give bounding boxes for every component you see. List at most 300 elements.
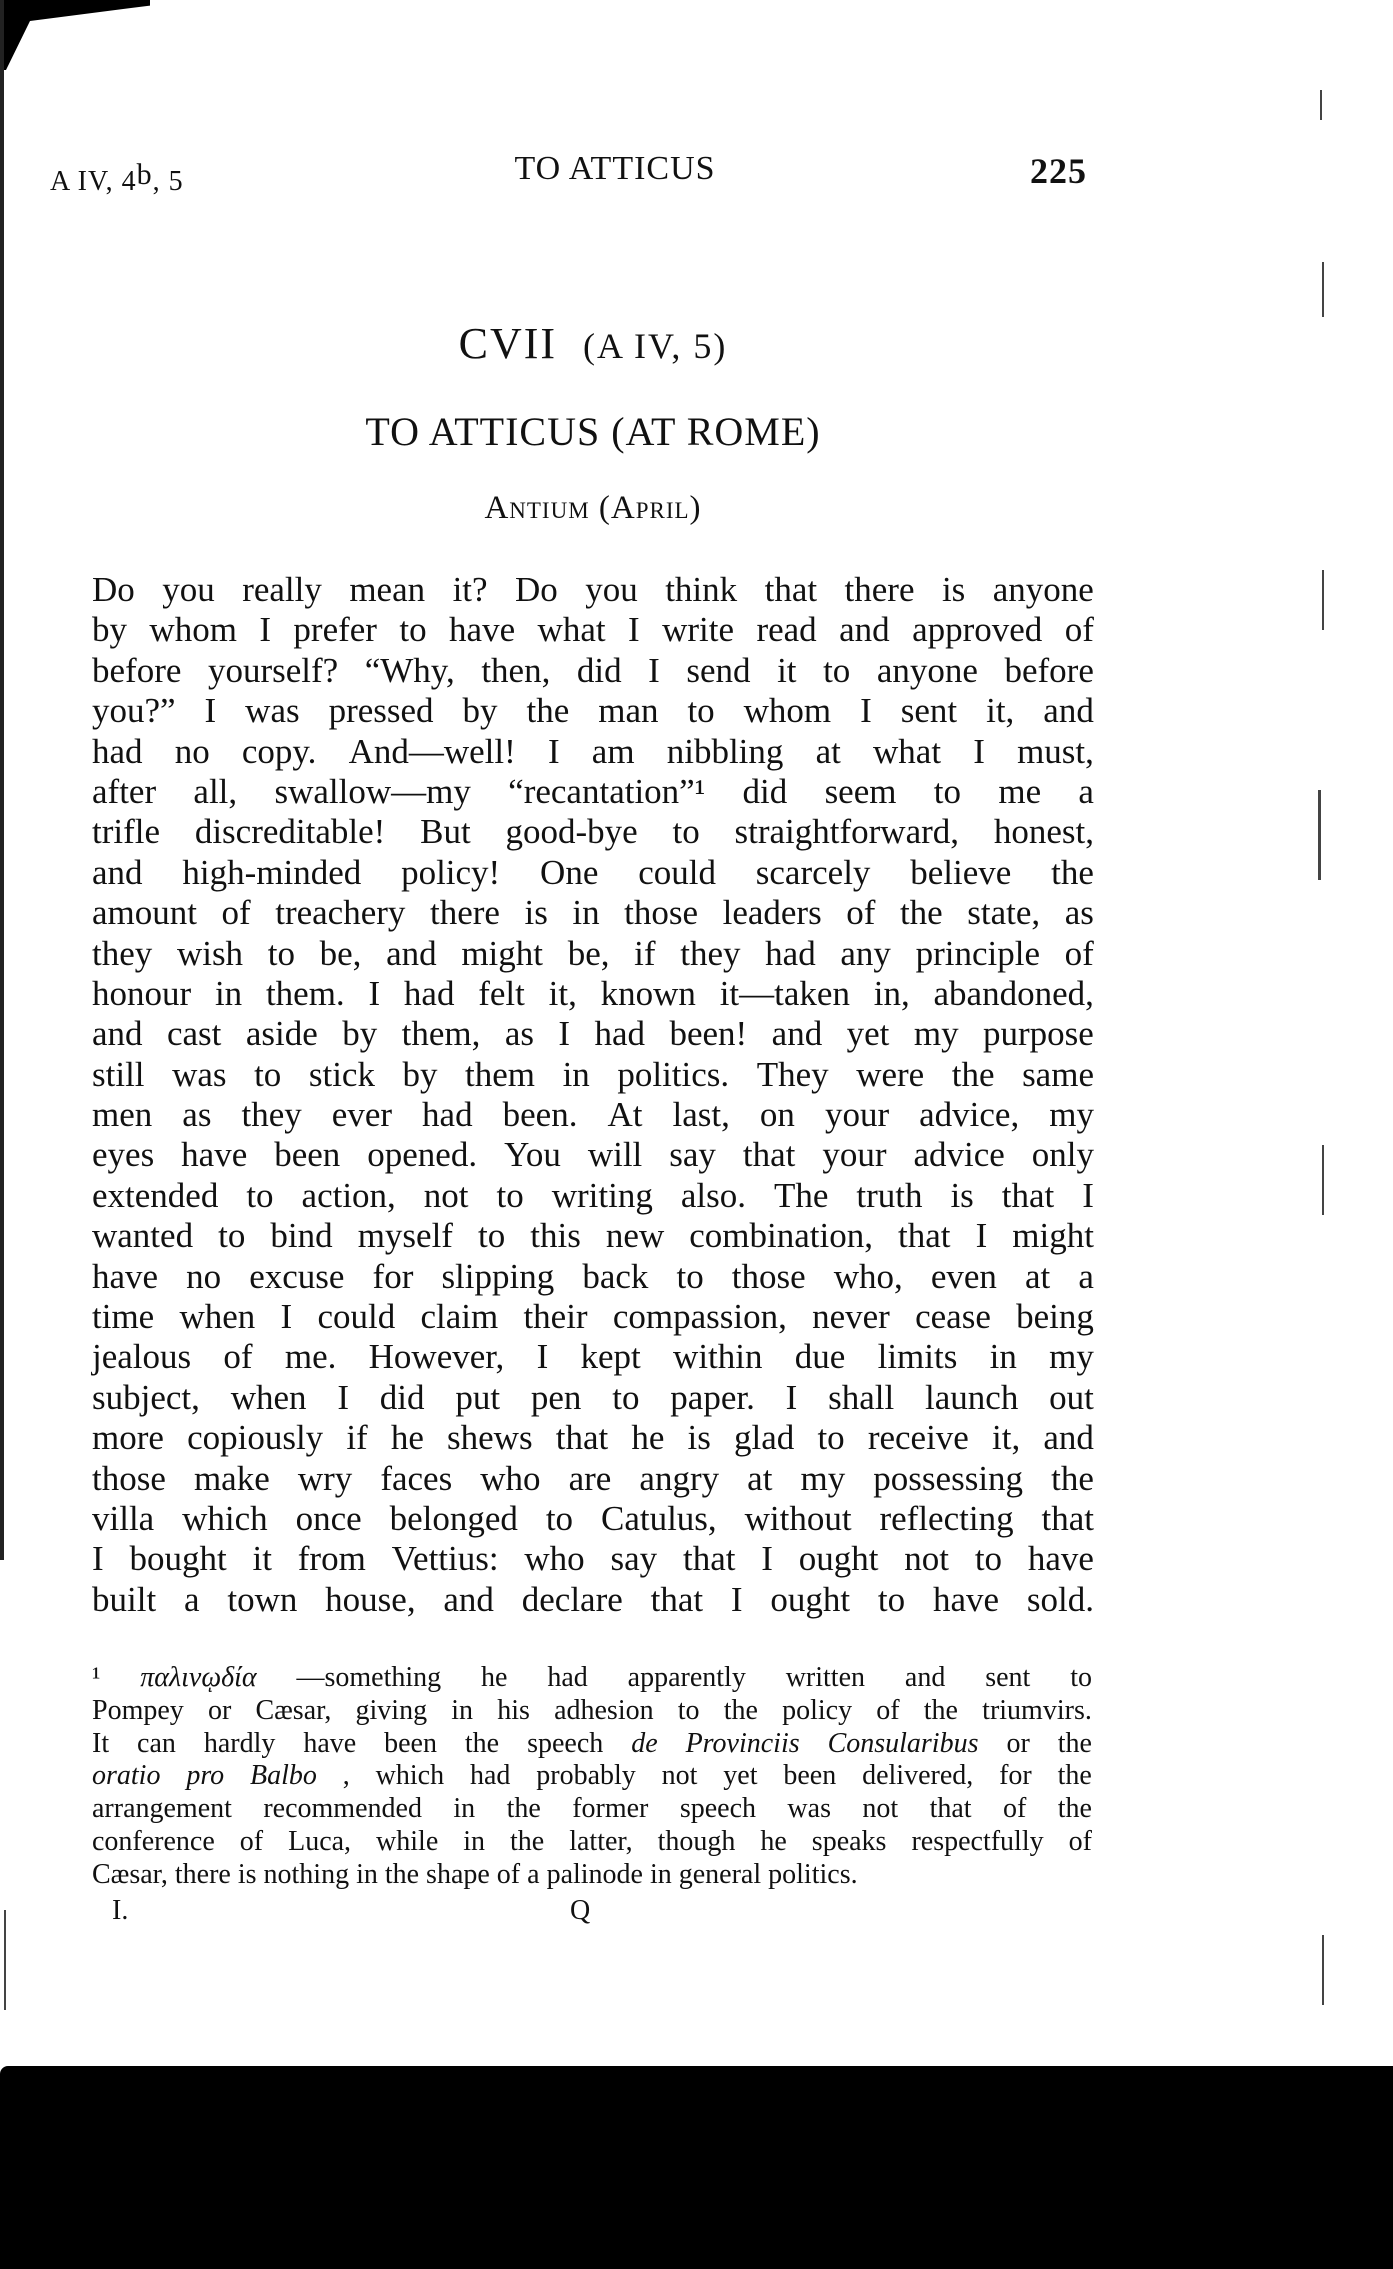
word: there: [429, 893, 500, 933]
word: they: [92, 933, 153, 973]
word: to: [267, 933, 295, 973]
footnote-word: de: [631, 1727, 658, 1759]
footnote-word: and: [904, 1662, 946, 1693]
word: to: [496, 1175, 524, 1215]
word: is: [950, 1175, 974, 1215]
word: copiously: [187, 1418, 324, 1458]
body-line: [92, 1014, 1094, 1054]
word: approved: [912, 610, 1043, 650]
word: pressed: [328, 691, 434, 731]
footnote-word: conference: [92, 1825, 215, 1857]
word: due: [794, 1337, 846, 1377]
footnote-word: speech: [679, 1793, 756, 1825]
footnote-line: [92, 1760, 1092, 1793]
word: had: [92, 731, 143, 771]
word: at: [1025, 1256, 1051, 1296]
word: “recantation”¹: [508, 771, 706, 811]
word: when: [230, 1377, 307, 1417]
word: is: [524, 893, 548, 933]
word: cease: [915, 1297, 991, 1337]
word: did: [379, 1377, 425, 1417]
word: had: [403, 973, 455, 1013]
word: and: [92, 1014, 143, 1054]
word: yet: [846, 1014, 890, 1054]
footnote-word: latter,: [569, 1825, 633, 1857]
word: I: [368, 973, 381, 1013]
word: when: [179, 1297, 256, 1337]
footnote-word: recommended: [263, 1793, 422, 1825]
footnote-word: been: [783, 1760, 837, 1792]
word: the: [951, 1054, 995, 1094]
word: abandoned,: [933, 973, 1094, 1013]
word: at: [815, 731, 841, 771]
word: could: [638, 852, 716, 892]
word: One: [540, 852, 599, 892]
word: say: [610, 1539, 658, 1579]
word: make: [193, 1458, 270, 1498]
word: those: [624, 893, 699, 933]
footnote-word: speech: [527, 1727, 604, 1759]
scan-margin-mark: [1318, 790, 1321, 880]
running-head-title: TO ATTICUS: [514, 150, 716, 187]
word: that: [742, 1135, 796, 1175]
word: swallow—my: [274, 771, 471, 811]
word: myself: [357, 1216, 453, 1256]
word: honest,: [993, 812, 1094, 852]
word: I: [547, 731, 560, 771]
word: sold.: [1026, 1579, 1094, 1619]
word: your: [822, 1135, 887, 1175]
word: he: [390, 1418, 424, 1458]
word: by: [402, 1054, 438, 1094]
word: be,: [319, 933, 362, 973]
word: I: [92, 1539, 104, 1579]
footnote-word: have: [303, 1727, 357, 1759]
word: to: [687, 691, 715, 731]
word: believe: [910, 852, 1012, 892]
word: paper.: [670, 1377, 755, 1417]
word: slipping: [441, 1256, 555, 1296]
word: I: [628, 610, 640, 650]
body-line: [92, 1257, 1094, 1297]
footnote-word: the: [923, 1694, 958, 1726]
word: my: [800, 1458, 846, 1498]
word: leaders: [722, 893, 822, 933]
word: no: [174, 731, 210, 771]
body-line: [92, 1135, 1094, 1175]
word: have: [932, 1579, 1000, 1619]
word: treachery: [275, 893, 406, 933]
footnote-word: in: [453, 1793, 476, 1825]
word: them,: [401, 1014, 481, 1054]
footnote-word: Cæsar,: [255, 1694, 332, 1726]
word: compassion,: [612, 1297, 787, 1337]
word: it,: [548, 973, 577, 1013]
word: principle: [915, 933, 1040, 973]
word: write: [662, 610, 735, 650]
footnote-text: Cæsar, there is nothing in the shape of a palinode in general politics.: [92, 1858, 858, 1890]
footnote-word: ¹: [92, 1662, 101, 1693]
word: wry: [297, 1458, 353, 1498]
footnote-word: triumvirs.: [982, 1694, 1092, 1726]
word: after: [92, 771, 157, 811]
word: might: [1012, 1216, 1094, 1256]
word: put: [455, 1377, 501, 1417]
word: honour: [92, 973, 192, 1013]
word: seem: [824, 771, 897, 811]
word: Do: [92, 570, 135, 609]
footnote-word: the: [510, 1825, 545, 1857]
body-line: [92, 812, 1094, 852]
word: still: [92, 1054, 145, 1094]
footnote-word: the: [1057, 1793, 1092, 1825]
word: only: [1031, 1135, 1094, 1175]
word: and: [386, 933, 437, 973]
word: belonged: [389, 1498, 518, 1538]
word: never: [812, 1297, 890, 1337]
footnote-word: he: [481, 1662, 508, 1693]
word: I: [204, 691, 217, 731]
word: before: [92, 650, 182, 690]
body-line: [92, 1418, 1094, 1458]
body-line: [92, 1216, 1094, 1256]
word: shall: [828, 1377, 895, 1417]
word: I: [280, 1297, 293, 1337]
word: it—taken: [719, 973, 850, 1013]
word: send: [686, 650, 751, 690]
word: that: [682, 1539, 736, 1579]
word: then,: [481, 650, 551, 690]
word: Do: [515, 570, 558, 609]
word: as: [1064, 893, 1094, 933]
running-head-reference: A IV, 4$^b$, 5: [50, 158, 184, 197]
footnote-word: been: [384, 1727, 437, 1759]
footnote-word: delivered,: [862, 1760, 974, 1792]
footnote-word: not: [862, 1793, 899, 1825]
word: that: [764, 570, 818, 609]
word: did: [742, 771, 788, 811]
word: bought: [129, 1539, 227, 1579]
word: is: [687, 1418, 711, 1458]
word: also.: [680, 1175, 746, 1215]
word: scarcely: [755, 852, 871, 892]
body-line: [92, 1176, 1094, 1216]
word: jealous: [92, 1337, 192, 1377]
gathering-signature: Q: [570, 1895, 591, 1926]
word: that: [650, 1579, 704, 1619]
footnote-word: which: [375, 1760, 445, 1792]
word: excuse: [249, 1256, 345, 1296]
word: must,: [1017, 731, 1094, 771]
footnote-word: or: [1006, 1727, 1030, 1759]
word: once: [295, 1498, 362, 1538]
word: what: [873, 731, 942, 771]
word: possessing: [873, 1458, 1024, 1498]
word: out: [1049, 1377, 1094, 1417]
word: was: [245, 691, 300, 731]
word: which: [182, 1498, 268, 1538]
word: men: [92, 1095, 153, 1135]
word: to: [933, 771, 962, 811]
word: had: [422, 1095, 473, 1135]
word: At: [607, 1095, 643, 1135]
word: claim: [420, 1297, 499, 1337]
letter-number: CVII (A IV, 5): [458, 319, 728, 368]
word: wish: [176, 933, 244, 973]
word: in: [562, 1054, 590, 1094]
word: villa: [92, 1498, 155, 1538]
footnote-word: in: [451, 1694, 474, 1726]
word: at: [747, 1458, 773, 1498]
footnote-word: hardly: [203, 1727, 276, 1759]
body-line: [92, 1378, 1094, 1418]
word: But: [420, 812, 471, 852]
word: me: [998, 771, 1042, 811]
footnote-word: had: [547, 1662, 588, 1693]
footnote-word: not: [661, 1760, 698, 1792]
word: discreditable!: [194, 812, 386, 852]
word: in: [214, 973, 243, 1013]
word: advice,: [919, 1095, 1020, 1135]
word: same: [1022, 1054, 1094, 1094]
body-line: [92, 934, 1094, 974]
scan-margin-mark: [1322, 262, 1324, 317]
word: ought: [770, 1579, 851, 1619]
word: of: [1064, 933, 1094, 973]
volume-signature: I.: [112, 1895, 129, 1926]
word: whom: [743, 691, 832, 731]
word: a: [1078, 1256, 1094, 1296]
word: it,: [992, 1418, 1021, 1458]
word: limits: [877, 1337, 958, 1377]
word: man: [598, 691, 659, 731]
word: You: [504, 1135, 561, 1175]
footnote-word: adhesion: [554, 1694, 654, 1726]
footnote-word: of: [1068, 1825, 1092, 1857]
word: them: [465, 1054, 536, 1094]
footnote-word: Provinciis: [685, 1727, 800, 1759]
word: wanted: [92, 1216, 194, 1256]
word: However,: [368, 1337, 505, 1377]
footnote-word: that: [929, 1793, 972, 1825]
word: built: [92, 1579, 157, 1619]
word: they: [241, 1095, 302, 1135]
footnote-word: of: [239, 1825, 264, 1857]
footnote-word: speaks: [811, 1825, 887, 1857]
word: opened.: [367, 1135, 478, 1175]
word: I: [730, 1579, 743, 1619]
word: I: [860, 691, 872, 731]
word: subject,: [92, 1377, 200, 1417]
footnote-word: pro: [186, 1760, 225, 1792]
footnote-line: [92, 1793, 1092, 1826]
word: to: [877, 1579, 906, 1619]
word: purpose: [983, 1014, 1094, 1054]
word: to: [254, 1054, 282, 1094]
word: more: [92, 1418, 164, 1458]
word: reflecting: [879, 1498, 1014, 1538]
word: in: [989, 1337, 1017, 1377]
scan-left-edge: [0, 0, 4, 1560]
word: of: [846, 893, 876, 933]
word: and: [771, 1014, 823, 1054]
word: from: [297, 1539, 366, 1579]
footnote-word: can: [137, 1727, 176, 1759]
footnote-word: apparently: [627, 1662, 746, 1693]
word: cast: [166, 1014, 222, 1054]
scan-margin-mark: [1322, 1935, 1324, 2005]
word: back: [582, 1256, 649, 1296]
body-line: [92, 570, 1094, 610]
body-line: [92, 1459, 1094, 1499]
word: receive: [867, 1418, 969, 1458]
word: you: [585, 570, 638, 609]
word: to: [823, 650, 851, 690]
word: it?: [452, 570, 488, 609]
word: I: [648, 650, 660, 690]
footnote-word: giving: [355, 1694, 428, 1726]
word: without: [744, 1498, 852, 1538]
scan-corner-shadow: [0, 0, 150, 70]
word: declare: [521, 1579, 623, 1619]
word: to: [218, 1216, 246, 1256]
footnote: [92, 1662, 1092, 1892]
word: this: [530, 1216, 581, 1256]
word: I: [259, 610, 271, 650]
word: a: [1078, 771, 1094, 811]
footnote-word: former: [572, 1793, 649, 1825]
footnote-word: to: [677, 1694, 700, 1726]
word: And—well!: [348, 731, 516, 771]
word: aside: [245, 1014, 318, 1054]
body-line: [92, 1580, 1094, 1620]
word: within: [673, 1337, 763, 1377]
word: pen: [530, 1377, 582, 1417]
footnote-word: had: [469, 1760, 511, 1792]
word: to: [545, 1498, 574, 1538]
word: as: [504, 1014, 534, 1054]
word: felt: [478, 973, 525, 1013]
footnote-word: his: [497, 1694, 530, 1726]
word: to: [676, 1256, 704, 1296]
word: that: [555, 1418, 609, 1458]
word: known: [600, 973, 696, 1013]
scan-margin-mark: [1320, 90, 1322, 120]
word: ought: [798, 1539, 879, 1579]
word: am: [591, 731, 635, 771]
word: combination,: [689, 1216, 873, 1256]
word: it: [777, 650, 797, 690]
body-line: [92, 1539, 1094, 1579]
word: eyes: [92, 1135, 155, 1175]
word: trifle: [92, 812, 161, 852]
word: good-bye: [505, 812, 638, 852]
word: them.: [265, 973, 345, 1013]
word: to: [817, 1418, 845, 1458]
word: could: [317, 1297, 396, 1337]
body-line: [92, 732, 1094, 772]
word: angry: [639, 1458, 720, 1498]
word: by: [342, 1014, 378, 1054]
word: and: [1043, 1418, 1094, 1458]
word: to: [612, 1377, 640, 1417]
word: my: [1049, 1095, 1094, 1135]
word: kept: [580, 1337, 641, 1377]
word: The: [773, 1175, 829, 1215]
word: what: [537, 610, 606, 650]
body-line: [92, 974, 1094, 1014]
word: say: [669, 1135, 716, 1175]
footnote-word: of: [1003, 1793, 1027, 1825]
word: will: [587, 1135, 643, 1175]
word: in: [572, 893, 600, 933]
word: ever: [331, 1095, 393, 1135]
word: been!: [669, 1014, 748, 1054]
word: had: [765, 933, 816, 973]
word: and: [92, 852, 143, 892]
word: to: [478, 1216, 506, 1256]
footnote-word: policy: [782, 1694, 853, 1726]
word: to: [974, 1539, 1003, 1579]
word: shews: [447, 1418, 533, 1458]
footnote-word: Balbo: [250, 1760, 317, 1792]
word: who,: [833, 1256, 903, 1296]
word: my: [1049, 1337, 1094, 1377]
word: anyone: [876, 650, 978, 690]
word: I: [785, 1377, 798, 1417]
word: no: [186, 1256, 222, 1296]
word: whom: [149, 610, 237, 650]
body-line: [92, 1337, 1094, 1377]
word: is: [941, 570, 966, 609]
footnote-word: ,: [342, 1760, 350, 1792]
word: I: [761, 1539, 773, 1579]
body-line: [92, 1055, 1094, 1095]
word: last,: [672, 1095, 730, 1135]
word: amount: [92, 893, 197, 933]
word: for: [372, 1256, 414, 1296]
word: copy.: [241, 731, 317, 771]
footnote-word: oratio: [92, 1760, 161, 1792]
footnote-word: or: [207, 1694, 232, 1726]
body-line: [92, 893, 1094, 933]
scan-margin-mark: [4, 1910, 6, 2010]
word: that: [1001, 1175, 1055, 1215]
word: politics.: [617, 1054, 730, 1094]
footnote-line: [92, 1859, 1092, 1892]
word: to: [399, 610, 427, 650]
word: sent: [900, 691, 958, 731]
word: glad: [734, 1418, 795, 1458]
word: of: [1064, 610, 1094, 650]
word: truth: [856, 1175, 923, 1215]
word: policy!: [401, 852, 501, 892]
word: all,: [193, 771, 238, 811]
word: action,: [301, 1175, 396, 1215]
word: who: [524, 1539, 585, 1579]
word: the: [526, 691, 570, 731]
word: I: [536, 1337, 549, 1377]
word: it,: [986, 691, 1015, 731]
scan-margin-mark: [1322, 570, 1324, 630]
word: they: [680, 933, 741, 973]
word: read: [756, 610, 817, 650]
word: that: [898, 1216, 951, 1256]
word: advice: [913, 1135, 1005, 1175]
letter-place-date: Antium (April): [484, 490, 702, 526]
footnote-line: [92, 1695, 1092, 1728]
word: been: [274, 1135, 341, 1175]
